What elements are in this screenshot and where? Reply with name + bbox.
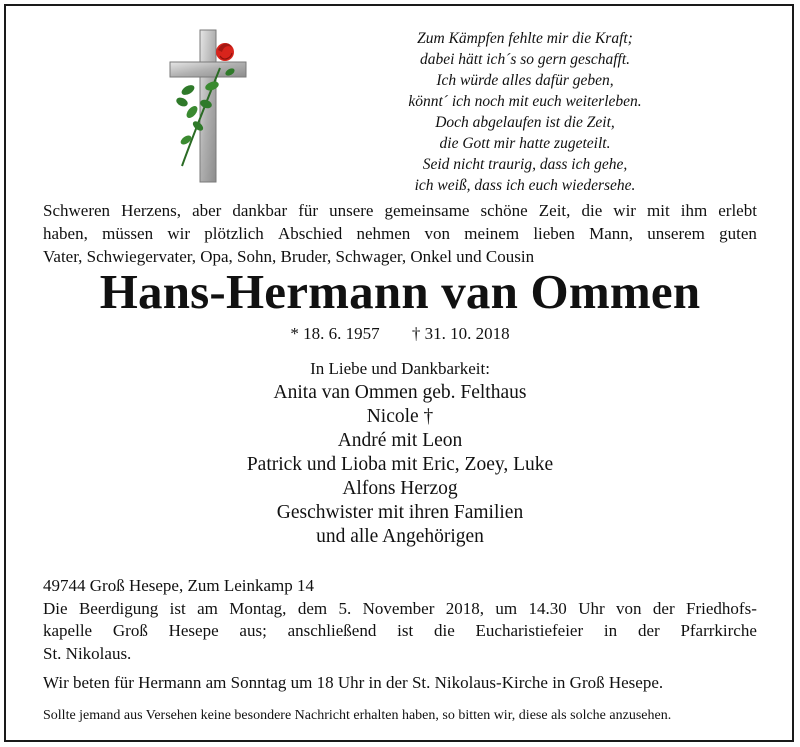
word: Schweren xyxy=(43,201,111,220)
word: guten xyxy=(719,224,757,243)
poem-line: Doch abgelaufen ist die Zeit, xyxy=(435,114,615,131)
word: Eucharistiefeier xyxy=(475,621,584,640)
word: der xyxy=(652,598,675,618)
poem-line: könnt´ ich noch mit euch weiterleben. xyxy=(408,93,642,110)
word: müssen xyxy=(102,224,154,243)
word: nehmen xyxy=(356,224,411,243)
word: ihm xyxy=(680,201,708,220)
cross-with-rose-icon xyxy=(168,28,248,186)
funeral-details xyxy=(43,575,757,695)
mourners-heading: In Liebe und Dankbarkeit: xyxy=(310,359,490,378)
word: von xyxy=(616,598,642,618)
poem xyxy=(330,28,720,196)
mourners-list xyxy=(0,381,800,549)
life-dates xyxy=(0,323,800,345)
word: Groß xyxy=(112,621,148,640)
intro-line-3: Vater, Schwiegervater, Opa, Sohn, Bruder, Schwager, Onkel und Cousin xyxy=(43,247,535,266)
word: kapelle xyxy=(43,621,93,640)
word: unsere xyxy=(329,201,374,220)
word: aus; xyxy=(239,621,267,640)
mourner-line: André mit Leon xyxy=(337,430,463,451)
word: von xyxy=(424,224,451,243)
word: Abschied xyxy=(278,224,343,243)
word: schöne xyxy=(480,201,528,220)
word: aber xyxy=(192,201,222,220)
poem-line: Seid nicht traurig, dass ich gehe, xyxy=(422,156,628,173)
word: in xyxy=(603,621,618,640)
word: erlebt xyxy=(718,201,757,220)
poem-line: Ich würde alles dafür geben, xyxy=(436,72,614,89)
word: Beerdigung xyxy=(78,598,159,618)
word: Die xyxy=(43,598,68,618)
word: die xyxy=(581,201,603,220)
poem-line: ich weiß, dass ich euch wiedersehe. xyxy=(414,177,636,194)
word: lieben xyxy=(533,224,575,243)
prayer-notice: Wir beten für Hermann am Sonntag um 18 Uhr in der St. Nikolaus-Kirche in Groß Hesepe. xyxy=(43,673,664,692)
word: 14.30 xyxy=(528,598,567,618)
word: 2018, xyxy=(445,598,485,618)
word: ist xyxy=(397,621,414,640)
word: wir xyxy=(613,201,636,220)
word: unserem xyxy=(647,224,705,243)
address: 49744 Groß Hesepe, Zum Leinkamp 14 xyxy=(43,576,314,595)
mourner-line: Patrick und Lioba mit Eric, Zoey, Luke xyxy=(246,454,554,475)
poem-line: dabei hätt ich´s so gern geschafft. xyxy=(419,51,631,68)
mourner-line: Alfons Herzog xyxy=(342,478,458,499)
poem-line: die Gott mir hatte zugeteilt. xyxy=(439,135,611,152)
word: gemeinsame xyxy=(384,201,470,220)
word: Friedhofs- xyxy=(686,598,757,618)
death-date: † 31. 10. 2018 xyxy=(411,324,510,343)
word: Montag, xyxy=(229,598,287,618)
intro-paragraph xyxy=(43,199,757,268)
poem-line: Zum Kämpfen fehlte mir die Kraft; xyxy=(417,30,633,47)
word: mit xyxy=(647,201,670,220)
word: die xyxy=(433,621,455,640)
word: wir xyxy=(167,224,191,243)
word: um xyxy=(495,598,518,618)
funeral-line-2 xyxy=(43,620,757,643)
deceased-name: Hans-Hermann van Ommen xyxy=(99,264,701,319)
intro-line-1 xyxy=(43,199,757,222)
word: Herzens, xyxy=(121,201,182,220)
word: Mann, xyxy=(589,224,634,243)
word: 5. xyxy=(338,598,352,618)
notification-note: Sollte jemand aus Versehen keine besondere Nachricht erhalten haben, so bitten wir, diese als solche anzusehen. xyxy=(43,708,672,723)
mourner-line: und alle Angehörigen xyxy=(316,526,484,547)
word: anschließend xyxy=(287,621,377,640)
word: der xyxy=(637,621,660,640)
word: plötzlich xyxy=(204,224,264,243)
word: dem xyxy=(297,598,328,618)
mourner-line: Nicole † xyxy=(366,406,434,427)
word: ist xyxy=(169,598,186,618)
funeral-line-1 xyxy=(43,598,757,621)
birth-date: * 18. 6. 1957 xyxy=(290,324,380,343)
word: für xyxy=(298,201,319,220)
word: Hesepe xyxy=(168,621,219,640)
word: haben, xyxy=(43,224,88,243)
intro-line-2 xyxy=(43,222,757,245)
word: Pfarrkirche xyxy=(680,621,757,640)
word: meinem xyxy=(464,224,520,243)
word: am xyxy=(197,598,218,618)
word: Zeit, xyxy=(538,201,571,220)
mourner-line: Geschwister mit ihren Familien xyxy=(276,502,524,523)
mourner-line: Anita van Ommen geb. Felthaus xyxy=(273,382,527,403)
word: November xyxy=(362,598,435,618)
word: dankbar xyxy=(232,201,288,220)
funeral-line-3: St. Nikolaus. xyxy=(43,643,132,663)
word: Uhr xyxy=(578,598,605,618)
